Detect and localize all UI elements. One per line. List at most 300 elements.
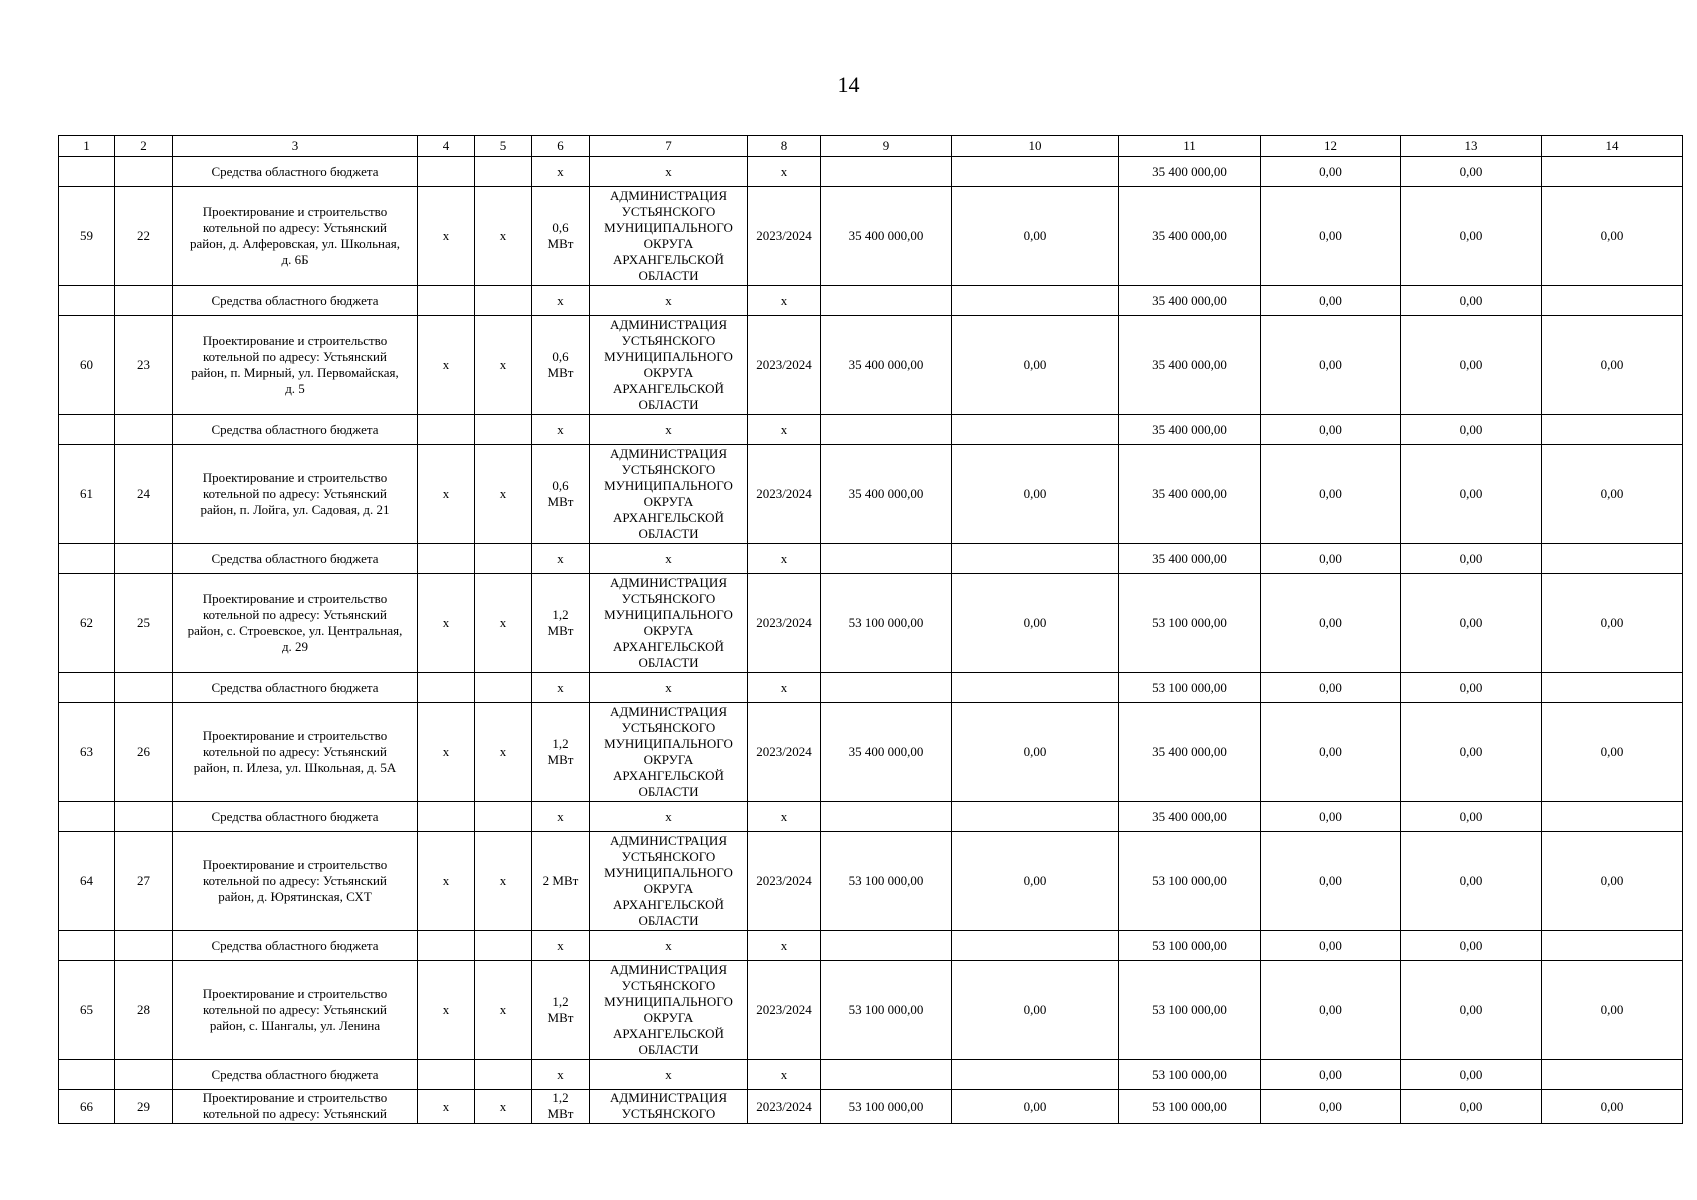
administrator-line: АДМИНИСТРАЦИЯ (610, 446, 727, 461)
value-cell: 0,00 (952, 961, 1119, 1060)
empty-cell (475, 931, 532, 961)
column-number: 5 (475, 136, 532, 157)
administrator (590, 832, 748, 931)
object-description (173, 187, 418, 286)
amount-cell: 53 100 000,00 (821, 961, 952, 1060)
empty-cell (952, 286, 1119, 316)
column-number: 2 (115, 136, 173, 157)
value-cell: 0,00 (1261, 1090, 1401, 1124)
power-cell (532, 316, 590, 415)
funding-row (59, 673, 1683, 703)
object-description (173, 445, 418, 544)
object-description (173, 832, 418, 931)
mark-cell: x (590, 1060, 748, 1090)
funding-amount: 35 400 000,00 (1119, 286, 1261, 316)
funding-source: Средства областного бюджета (173, 1060, 418, 1090)
object-row (59, 961, 1683, 1060)
administrator-line: АРХАНГЕЛЬСКОЙ (613, 897, 724, 912)
value-cell: 0,00 (1261, 286, 1401, 316)
administrator-line: ОКРУГА (643, 881, 694, 896)
object-description-line: район, п. Мирный, ул. Первомайская, (191, 365, 399, 380)
object-description-line: котельной по адресу: Устьянский (203, 607, 387, 622)
power-cell (532, 1090, 590, 1124)
value-cell: 0,00 (1542, 316, 1683, 415)
mark-cell: x (418, 445, 475, 544)
column-number: 11 (1119, 136, 1261, 157)
funding-amount: 35 400 000,00 (1119, 157, 1261, 187)
value-cell: 0,00 (1401, 316, 1542, 415)
mark-cell: x (590, 544, 748, 574)
value-cell: 0,00 (1542, 445, 1683, 544)
total-cell: 53 100 000,00 (1119, 832, 1261, 931)
total-cell: 53 100 000,00 (1119, 961, 1261, 1060)
funding-source: Средства областного бюджета (173, 157, 418, 187)
administrator-line: МУНИЦИПАЛЬНОГО (604, 349, 733, 364)
column-number: 14 (1542, 136, 1683, 157)
administrator-line: ОБЛАСТИ (638, 913, 699, 928)
mark-cell: x (748, 931, 821, 961)
object-description-line: котельной по адресу: Устьянский (203, 873, 387, 888)
administrator-line: АРХАНГЕЛЬСКОЙ (613, 510, 724, 525)
value-cell: 0,00 (1261, 703, 1401, 802)
value-cell: 0,00 (1261, 931, 1401, 961)
empty-cell (821, 1060, 952, 1090)
column-number: 9 (821, 136, 952, 157)
funding-row (59, 157, 1683, 187)
administrator-line: ОКРУГА (643, 236, 694, 251)
value-cell: 0,00 (1542, 961, 1683, 1060)
column-number: 12 (1261, 136, 1401, 157)
mark-cell: x (475, 961, 532, 1060)
mark-cell: x (590, 415, 748, 445)
administrator-line: УСТЬЯНСКОГО (621, 204, 716, 219)
mark-cell: x (475, 1090, 532, 1124)
power-cell-line: МВт (547, 623, 574, 638)
object-description-line: район, д. Алферовская, ул. Школьная, (190, 236, 400, 251)
period-cell: 2023/2024 (748, 187, 821, 286)
object-description-line: Проектирование и строительство (202, 728, 388, 743)
object-description-line: котельной по адресу: Устьянский (203, 349, 387, 364)
row-number: 64 (59, 832, 115, 931)
power-cell-line: МВт (547, 236, 574, 251)
empty-cell (952, 157, 1119, 187)
object-description (173, 703, 418, 802)
empty-cell (1542, 673, 1683, 703)
row-number: 62 (59, 574, 115, 673)
administrator-line: МУНИЦИПАЛЬНОГО (604, 865, 733, 880)
object-row (59, 316, 1683, 415)
empty-cell (59, 1060, 115, 1090)
administrator-line: АДМИНИСТРАЦИЯ (610, 833, 727, 848)
row-number: 66 (59, 1090, 115, 1124)
mark-cell: x (418, 1090, 475, 1124)
power-cell-line: МВт (547, 1010, 574, 1025)
administrator-line: АРХАНГЕЛЬСКОЙ (613, 381, 724, 396)
value-cell: 0,00 (1401, 157, 1542, 187)
value-cell: 0,00 (1542, 187, 1683, 286)
empty-cell (821, 673, 952, 703)
value-cell: 0,00 (1401, 187, 1542, 286)
value-cell: 0,00 (952, 574, 1119, 673)
row-number: 63 (59, 703, 115, 802)
object-description (173, 1090, 418, 1124)
empty-cell (59, 673, 115, 703)
row-number: 61 (59, 445, 115, 544)
empty-cell (418, 1060, 475, 1090)
administrator-line: УСТЬЯНСКОГО (621, 720, 716, 735)
empty-cell (952, 415, 1119, 445)
mark-cell: x (590, 157, 748, 187)
period-cell: 2023/2024 (748, 574, 821, 673)
object-description (173, 316, 418, 415)
power-cell-line: МВт (547, 752, 574, 767)
power-cell (532, 832, 590, 931)
administrator (590, 187, 748, 286)
object-description-line: котельной по адресу: Устьянский (203, 486, 387, 501)
amount-cell: 53 100 000,00 (821, 832, 952, 931)
empty-cell (952, 673, 1119, 703)
row-number: 59 (59, 187, 115, 286)
column-number: 10 (952, 136, 1119, 157)
mark-cell: x (418, 832, 475, 931)
budget-table (58, 135, 1683, 1124)
administrator-line: УСТЬЯНСКОГО (621, 1106, 716, 1121)
empty-cell (115, 673, 173, 703)
amount-cell: 35 400 000,00 (821, 445, 952, 544)
empty-cell (59, 931, 115, 961)
period-cell: 2023/2024 (748, 1090, 821, 1124)
funding-row (59, 802, 1683, 832)
empty-cell (475, 544, 532, 574)
value-cell: 0,00 (1261, 544, 1401, 574)
empty-cell (115, 1060, 173, 1090)
empty-cell (418, 544, 475, 574)
empty-cell (821, 931, 952, 961)
mark-cell: x (532, 286, 590, 316)
funding-row (59, 931, 1683, 961)
administrator-line: ОКРУГА (643, 494, 694, 509)
funding-source: Средства областного бюджета (173, 544, 418, 574)
value-cell: 0,00 (1401, 673, 1542, 703)
object-description-line: Проектирование и строительство (202, 857, 388, 872)
object-row (59, 1090, 1683, 1124)
power-cell (532, 574, 590, 673)
value-cell: 0,00 (1261, 961, 1401, 1060)
empty-cell (475, 415, 532, 445)
empty-cell (1542, 157, 1683, 187)
funding-amount: 53 100 000,00 (1119, 1060, 1261, 1090)
power-cell-line: 1,2 (552, 1090, 569, 1105)
power-cell-line: 0,6 (552, 220, 569, 235)
power-cell (532, 961, 590, 1060)
period-cell: 2023/2024 (748, 316, 821, 415)
value-cell: 0,00 (952, 187, 1119, 286)
item-number: 26 (115, 703, 173, 802)
power-cell-line: МВт (547, 1106, 574, 1121)
mark-cell: x (748, 157, 821, 187)
object-description-line: Проектирование и строительство (202, 986, 388, 1001)
value-cell: 0,00 (1261, 157, 1401, 187)
power-cell-line: МВт (547, 365, 574, 380)
empty-cell (115, 286, 173, 316)
administrator-line: ОБЛАСТИ (638, 526, 699, 541)
mark-cell: x (590, 931, 748, 961)
empty-cell (115, 415, 173, 445)
empty-cell (59, 802, 115, 832)
empty-cell (1542, 286, 1683, 316)
mark-cell: x (532, 415, 590, 445)
administrator-line: ОБЛАСТИ (638, 1042, 699, 1057)
funding-row (59, 544, 1683, 574)
amount-cell: 35 400 000,00 (821, 703, 952, 802)
value-cell: 0,00 (1401, 544, 1542, 574)
value-cell: 0,00 (1401, 286, 1542, 316)
value-cell: 0,00 (1401, 445, 1542, 544)
mark-cell: x (532, 673, 590, 703)
power-cell-line: 0,6 (552, 349, 569, 364)
total-cell: 53 100 000,00 (1119, 574, 1261, 673)
administrator-line: МУНИЦИПАЛЬНОГО (604, 994, 733, 1009)
value-cell: 0,00 (1261, 832, 1401, 931)
column-number: 8 (748, 136, 821, 157)
value-cell: 0,00 (1401, 832, 1542, 931)
value-cell: 0,00 (1542, 1090, 1683, 1124)
mark-cell: x (418, 187, 475, 286)
value-cell: 0,00 (1261, 673, 1401, 703)
value-cell: 0,00 (1542, 574, 1683, 673)
column-number: 4 (418, 136, 475, 157)
administrator-line: ОБЛАСТИ (638, 268, 699, 283)
administrator-line: АДМИНИСТРАЦИЯ (610, 962, 727, 977)
mark-cell: x (590, 673, 748, 703)
row-number: 60 (59, 316, 115, 415)
object-description (173, 961, 418, 1060)
column-number: 3 (173, 136, 418, 157)
funding-row (59, 286, 1683, 316)
empty-cell (115, 157, 173, 187)
value-cell: 0,00 (1261, 1060, 1401, 1090)
period-cell: 2023/2024 (748, 961, 821, 1060)
object-row (59, 445, 1683, 544)
administrator-line: АДМИНИСТРАЦИЯ (610, 188, 727, 203)
object-description-line: Проектирование и строительство (202, 204, 388, 219)
administrator-line: УСТЬЯНСКОГО (621, 462, 716, 477)
value-cell: 0,00 (1401, 415, 1542, 445)
object-description-line: район, с. Строевское, ул. Центральная, (187, 623, 403, 638)
administrator-line: ОКРУГА (643, 752, 694, 767)
column-number: 13 (1401, 136, 1542, 157)
power-cell-line: 2 МВт (542, 873, 579, 888)
value-cell: 0,00 (1401, 802, 1542, 832)
empty-cell (1542, 415, 1683, 445)
value-cell: 0,00 (952, 703, 1119, 802)
amount-cell: 35 400 000,00 (821, 187, 952, 286)
total-cell: 35 400 000,00 (1119, 316, 1261, 415)
empty-cell (821, 802, 952, 832)
item-number: 27 (115, 832, 173, 931)
funding-amount: 35 400 000,00 (1119, 415, 1261, 445)
value-cell: 0,00 (1401, 703, 1542, 802)
empty-cell (475, 286, 532, 316)
empty-cell (59, 286, 115, 316)
administrator-line: ОБЛАСТИ (638, 655, 699, 670)
object-description-line: котельной по адресу: Устьянский (203, 744, 387, 759)
administrator-line: ОКРУГА (643, 365, 694, 380)
mark-cell: x (532, 802, 590, 832)
mark-cell: x (748, 673, 821, 703)
object-row (59, 703, 1683, 802)
empty-cell (59, 415, 115, 445)
mark-cell: x (532, 544, 590, 574)
funding-amount: 35 400 000,00 (1119, 544, 1261, 574)
item-number: 23 (115, 316, 173, 415)
funding-source: Средства областного бюджета (173, 931, 418, 961)
mark-cell: x (475, 574, 532, 673)
empty-cell (952, 931, 1119, 961)
administrator-line: ОБЛАСТИ (638, 397, 699, 412)
object-description-line: район, с. Шангалы, ул. Ленина (209, 1018, 381, 1033)
total-cell: 35 400 000,00 (1119, 187, 1261, 286)
power-cell-line: 0,6 (552, 478, 569, 493)
power-cell (532, 703, 590, 802)
administrator-line: МУНИЦИПАЛЬНОГО (604, 607, 733, 622)
value-cell: 0,00 (952, 1090, 1119, 1124)
empty-cell (59, 544, 115, 574)
administrator-line: АРХАНГЕЛЬСКОЙ (613, 1026, 724, 1041)
power-cell (532, 187, 590, 286)
mark-cell: x (748, 286, 821, 316)
value-cell: 0,00 (1261, 316, 1401, 415)
mark-cell: x (748, 802, 821, 832)
object-description-line: д. 5 (285, 381, 305, 396)
column-number: 6 (532, 136, 590, 157)
object-description-line: котельной по адресу: Устьянский (203, 220, 387, 235)
power-cell-line: 1,2 (552, 736, 569, 751)
object-description-line: Проектирование и строительство (202, 1090, 388, 1105)
power-cell-line: 1,2 (552, 607, 569, 622)
administrator-line: МУНИЦИПАЛЬНОГО (604, 220, 733, 235)
administrator-line: АРХАНГЕЛЬСКОЙ (613, 252, 724, 267)
empty-cell (59, 157, 115, 187)
value-cell: 0,00 (1401, 961, 1542, 1060)
period-cell: 2023/2024 (748, 445, 821, 544)
empty-cell (418, 286, 475, 316)
column-number-row (59, 136, 1683, 157)
mark-cell: x (475, 445, 532, 544)
power-cell-line: 1,2 (552, 994, 569, 1009)
object-row (59, 832, 1683, 931)
empty-cell (115, 931, 173, 961)
empty-cell (821, 544, 952, 574)
mark-cell: x (748, 1060, 821, 1090)
empty-cell (1542, 1060, 1683, 1090)
mark-cell: x (748, 415, 821, 445)
empty-cell (1542, 802, 1683, 832)
row-number: 65 (59, 961, 115, 1060)
value-cell: 0,00 (1542, 832, 1683, 931)
empty-cell (418, 931, 475, 961)
object-description-line: д. 29 (281, 639, 309, 654)
funding-row (59, 1060, 1683, 1090)
empty-cell (475, 1060, 532, 1090)
object-description (173, 574, 418, 673)
administrator-line: АДМИНИСТРАЦИЯ (610, 575, 727, 590)
administrator (590, 961, 748, 1060)
value-cell: 0,00 (1261, 445, 1401, 544)
mark-cell: x (418, 961, 475, 1060)
mark-cell: x (532, 1060, 590, 1090)
value-cell: 0,00 (1401, 1090, 1542, 1124)
column-number: 7 (590, 136, 748, 157)
object-description-line: район, п. Лойга, ул. Садовая, д. 21 (200, 502, 390, 517)
value-cell: 0,00 (1401, 931, 1542, 961)
item-number: 28 (115, 961, 173, 1060)
total-cell: 35 400 000,00 (1119, 703, 1261, 802)
funding-source: Средства областного бюджета (173, 286, 418, 316)
administrator-line: УСТЬЯНСКОГО (621, 978, 716, 993)
administrator-line: МУНИЦИПАЛЬНОГО (604, 478, 733, 493)
mark-cell: x (532, 157, 590, 187)
mark-cell: x (418, 574, 475, 673)
empty-cell (1542, 544, 1683, 574)
funding-amount: 35 400 000,00 (1119, 802, 1261, 832)
power-cell (532, 445, 590, 544)
mark-cell: x (590, 286, 748, 316)
value-cell: 0,00 (1261, 802, 1401, 832)
empty-cell (475, 673, 532, 703)
administrator-line: ОКРУГА (643, 623, 694, 638)
value-cell: 0,00 (1261, 187, 1401, 286)
object-description-line: район, п. Илеза, ул. Школьная, д. 5А (193, 760, 397, 775)
object-row (59, 574, 1683, 673)
funding-amount: 53 100 000,00 (1119, 673, 1261, 703)
administrator-line: АДМИНИСТРАЦИЯ (610, 317, 727, 332)
value-cell: 0,00 (1261, 415, 1401, 445)
mark-cell: x (418, 703, 475, 802)
object-description-line: район, д. Юрятинская, СХТ (218, 889, 372, 904)
item-number: 22 (115, 187, 173, 286)
amount-cell: 53 100 000,00 (821, 574, 952, 673)
mark-cell: x (475, 832, 532, 931)
mark-cell: x (475, 703, 532, 802)
administrator-line: АРХАНГЕЛЬСКОЙ (613, 768, 724, 783)
object-description-line: д. 6Б (281, 252, 309, 267)
mark-cell: x (475, 316, 532, 415)
administrator-line: ОКРУГА (643, 1010, 694, 1025)
item-number: 25 (115, 574, 173, 673)
value-cell: 0,00 (1401, 574, 1542, 673)
administrator (590, 703, 748, 802)
column-number: 1 (59, 136, 115, 157)
object-description-line: котельной по адресу: Устьянский (203, 1106, 387, 1121)
empty-cell (475, 802, 532, 832)
empty-cell (1542, 931, 1683, 961)
administrator (590, 445, 748, 544)
empty-cell (952, 544, 1119, 574)
empty-cell (821, 286, 952, 316)
value-cell: 0,00 (952, 445, 1119, 544)
value-cell: 0,00 (952, 832, 1119, 931)
administrator (590, 1090, 748, 1124)
administrator-line: УСТЬЯНСКОГО (621, 849, 716, 864)
object-row (59, 187, 1683, 286)
administrator-line: АРХАНГЕЛЬСКОЙ (613, 639, 724, 654)
administrator-line: УСТЬЯНСКОГО (621, 333, 716, 348)
mark-cell: x (748, 544, 821, 574)
empty-cell (418, 415, 475, 445)
value-cell: 0,00 (952, 316, 1119, 415)
power-cell-line: МВт (547, 494, 574, 509)
